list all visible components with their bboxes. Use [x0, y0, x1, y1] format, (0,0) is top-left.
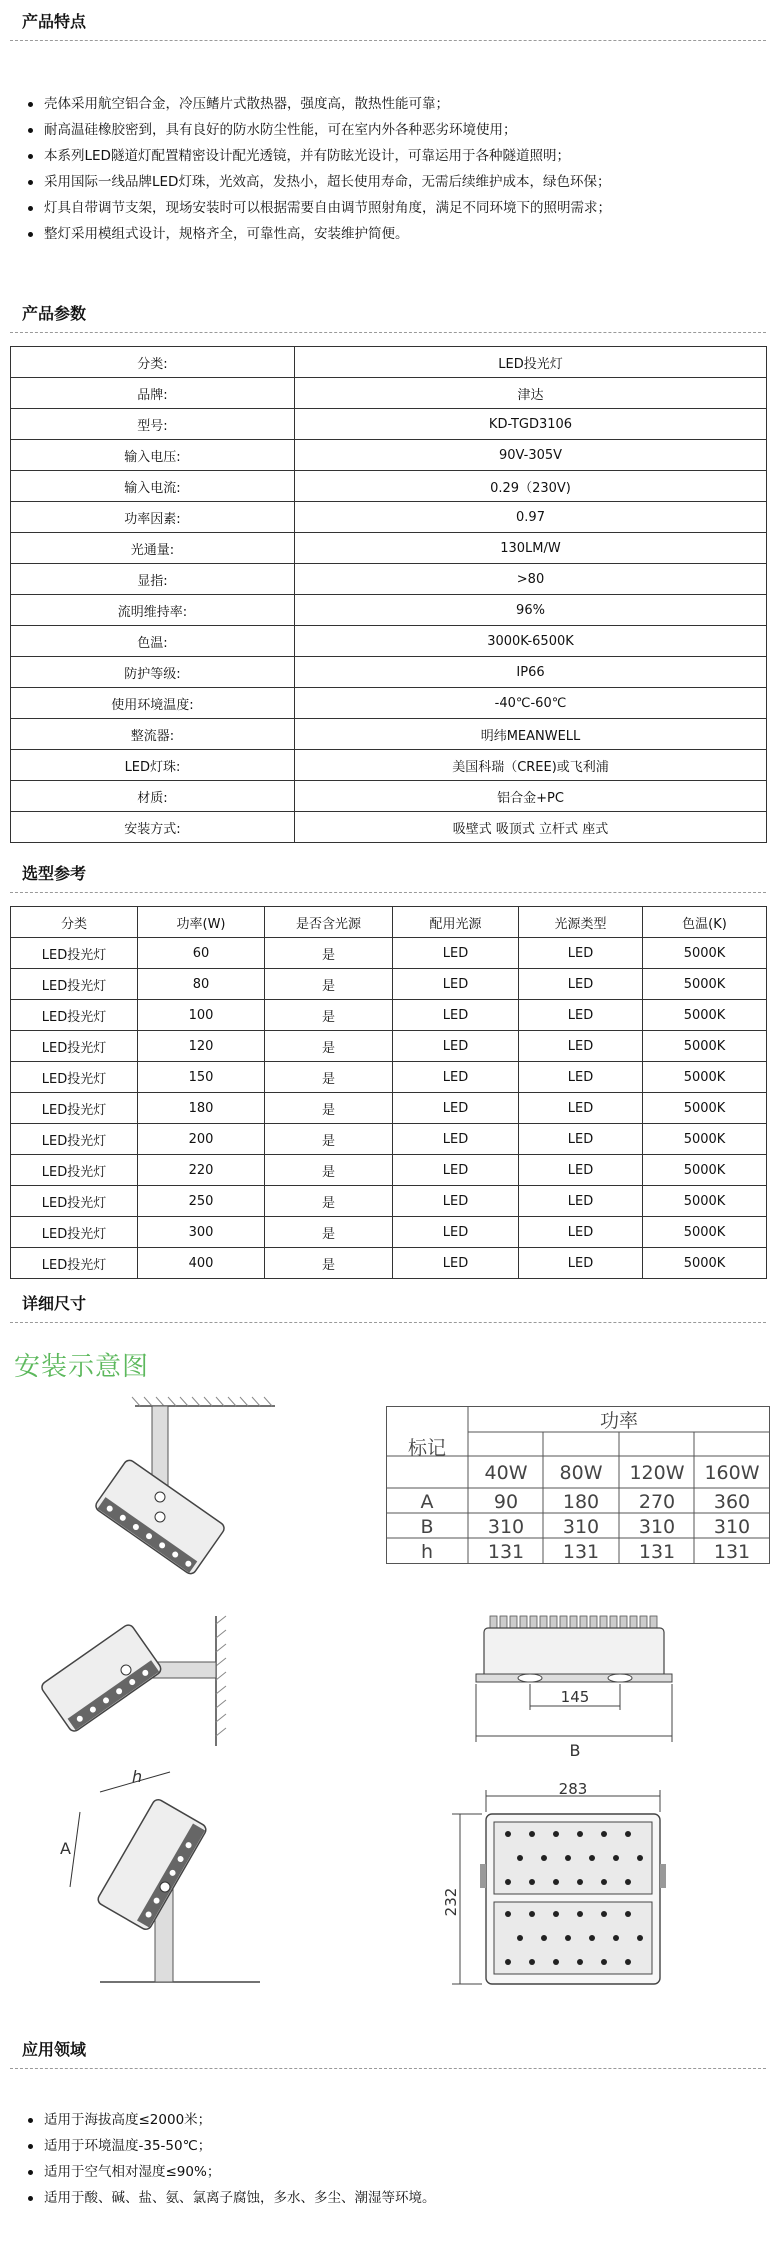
table-cell: LED投光灯 — [11, 1062, 138, 1093]
dim-table-power: 120W — [629, 1462, 685, 1484]
table-cell: LED投光灯 — [11, 969, 138, 1000]
table-cell: 5000K — [643, 1217, 767, 1248]
install-diagram-title — [14, 1346, 164, 1382]
dim-table-mark: B — [420, 1516, 434, 1538]
table-cell: LED — [393, 1155, 519, 1186]
pole-lamp-body — [96, 1798, 208, 1932]
dim-table-power: 80W — [559, 1462, 603, 1484]
selection-table — [10, 906, 767, 1279]
dimension-table — [386, 1406, 770, 1564]
param-value: 明纬MEANWELL — [295, 719, 767, 750]
dim-table-cell: 310 — [638, 1516, 676, 1538]
table-cell: LED投光灯 — [11, 1031, 138, 1062]
table-cell: LED — [519, 1155, 643, 1186]
table-row — [11, 1217, 767, 1248]
table-cell: 是 — [265, 1248, 393, 1279]
dim-table-cell: 131 — [713, 1541, 751, 1563]
table-row — [11, 938, 767, 969]
param-label: 使用环境温度: — [11, 688, 295, 719]
params-row — [11, 409, 767, 440]
param-value: LED投光灯 — [295, 347, 767, 378]
dim-h-label: h — [132, 1767, 143, 1786]
param-label: 材质: — [11, 781, 295, 812]
param-label: 分类: — [11, 347, 295, 378]
param-value: 津达 — [295, 378, 767, 409]
ceiling-line — [132, 1397, 275, 1406]
dim-145-label: 145 — [560, 1688, 590, 1706]
table-cell: LED投光灯 — [11, 1248, 138, 1279]
table-cell: 180 — [138, 1093, 265, 1124]
application-list — [28, 2107, 436, 2211]
table-cell: LED — [393, 1093, 519, 1124]
table-row — [11, 1000, 767, 1031]
dim-283-label: 283 — [558, 1780, 588, 1798]
params-row — [11, 595, 767, 626]
params-title: 产品参数 — [22, 304, 87, 323]
application-item: 适用于酸、碱、盐、氨、氯离子腐蚀，多水、多尘、潮湿等环境。 — [28, 2185, 436, 2211]
table-cell: 是 — [265, 1124, 393, 1155]
table-cell: LED — [519, 1000, 643, 1031]
table-cell: LED — [393, 1031, 519, 1062]
table-cell: 5000K — [643, 1248, 767, 1279]
table-cell: 5000K — [643, 1000, 767, 1031]
side-view-bracket — [476, 1674, 672, 1682]
table-row — [11, 1248, 767, 1279]
param-label: 型号: — [11, 409, 295, 440]
table-cell: 220 — [138, 1155, 265, 1186]
table-cell: 是 — [265, 938, 393, 969]
table-cell: LED — [393, 1124, 519, 1155]
dim-a-label: A — [60, 1839, 71, 1858]
params-row — [11, 471, 767, 502]
dim-table-cell: 310 — [562, 1516, 600, 1538]
dim-table-cell: 131 — [638, 1541, 676, 1563]
table-cell: 100 — [138, 1000, 265, 1031]
params-row — [11, 533, 767, 564]
table-cell: 是 — [265, 1186, 393, 1217]
table-cell: LED投光灯 — [11, 1000, 138, 1031]
param-value: 铝合金+PC — [295, 781, 767, 812]
table-cell: LED — [519, 1217, 643, 1248]
selection-column-header: 是否含光源 — [265, 907, 393, 938]
table-cell: 是 — [265, 1000, 393, 1031]
param-value: 130LM/W — [295, 533, 767, 564]
table-cell: LED — [519, 1031, 643, 1062]
dim-table-corner: 标记 — [407, 1437, 447, 1459]
table-cell: LED — [519, 938, 643, 969]
table-cell: 150 — [138, 1062, 265, 1093]
table-cell: 5000K — [643, 938, 767, 969]
table-cell: LED — [393, 1062, 519, 1093]
table-cell: 80 — [138, 969, 265, 1000]
dim-b-label: B — [569, 1741, 581, 1760]
table-cell: LED投光灯 — [11, 1217, 138, 1248]
params-row — [11, 781, 767, 812]
bracket-slot — [608, 1674, 632, 1682]
feature-item: 灯具自带调节支架，现场安装时可以根据需要自由调节照射角度，满足不同环境下的照明需求； — [28, 195, 611, 221]
application-item: 适用于环境温度-35-50℃； — [28, 2133, 436, 2159]
table-cell: 是 — [265, 1155, 393, 1186]
params-row — [11, 719, 767, 750]
dimensions-header — [10, 1282, 766, 1323]
table-cell: 250 — [138, 1186, 265, 1217]
params-row — [11, 564, 767, 595]
table-row — [11, 1031, 767, 1062]
params-header — [10, 292, 766, 333]
table-row — [11, 1186, 767, 1217]
table-cell: LED投光灯 — [11, 938, 138, 969]
selection-column-header: 功率(W) — [138, 907, 265, 938]
table-row — [11, 1124, 767, 1155]
table-cell: LED投光灯 — [11, 1093, 138, 1124]
param-label: LED灯珠: — [11, 750, 295, 781]
param-label: 流明维持率: — [11, 595, 295, 626]
table-row — [11, 1093, 767, 1124]
application-header — [10, 2028, 766, 2069]
table-cell: 5000K — [643, 1155, 767, 1186]
selection-column-header: 配用光源 — [393, 907, 519, 938]
table-cell: LED投光灯 — [11, 1124, 138, 1155]
param-value: -40℃-60℃ — [295, 688, 767, 719]
dim-table-cell: 180 — [562, 1491, 600, 1513]
feature-item: 本系列LED隧道灯配置精密设计配光透镜，并有防眩光设计，可靠运用于各种隧道照明； — [28, 143, 611, 169]
table-cell: 200 — [138, 1124, 265, 1155]
table-cell: LED — [393, 1217, 519, 1248]
dim-table-cell: 360 — [713, 1491, 751, 1513]
dim-232-label: 232 — [442, 1887, 460, 1917]
table-cell: 120 — [138, 1031, 265, 1062]
selection-header-row — [11, 907, 767, 938]
table-cell: 5000K — [643, 1031, 767, 1062]
table-cell: 是 — [265, 1217, 393, 1248]
table-cell: LED — [519, 1124, 643, 1155]
params-row — [11, 440, 767, 471]
params-row — [11, 657, 767, 688]
dim-table-cell: 310 — [487, 1516, 525, 1538]
param-label: 色温: — [11, 626, 295, 657]
selection-header — [10, 852, 766, 893]
table-cell: LED — [393, 938, 519, 969]
install-title: 安装示意图 — [14, 1352, 150, 1382]
table-cell: 5000K — [643, 1124, 767, 1155]
top-view-handle — [480, 1864, 486, 1888]
table-cell: LED — [519, 1186, 643, 1217]
features-header — [10, 0, 766, 41]
feature-item: 耐高温硅橡胶密到，具有良好的防水防尘性能，可在室内外各种恶劣环境使用； — [28, 117, 611, 143]
params-row — [11, 378, 767, 409]
table-cell: LED — [393, 1000, 519, 1031]
param-label: 功率因素: — [11, 502, 295, 533]
param-label: 输入电压: — [11, 440, 295, 471]
dimensions-title: 详细尺寸 — [22, 1294, 87, 1313]
table-cell: 是 — [265, 969, 393, 1000]
side-view-body — [484, 1628, 664, 1678]
table-cell: 是 — [265, 1031, 393, 1062]
table-cell: 5000K — [643, 1062, 767, 1093]
param-value: 90V-305V — [295, 440, 767, 471]
table-cell: 是 — [265, 1093, 393, 1124]
table-cell: LED — [519, 969, 643, 1000]
table-cell: 5000K — [643, 969, 767, 1000]
wall-mount-drawing — [36, 1616, 246, 1756]
dim-table-cell: 131 — [487, 1541, 525, 1563]
table-cell: LED — [393, 969, 519, 1000]
dim-table-cell: 90 — [493, 1491, 519, 1513]
feature-item: 整灯采用模组式设计，规格齐全，可靠性高，安装维护简便。 — [28, 221, 611, 247]
table-cell: LED — [393, 1248, 519, 1279]
params-row — [11, 626, 767, 657]
ceiling-mount-drawing — [80, 1392, 280, 1612]
param-label: 整流器: — [11, 719, 295, 750]
table-cell: 60 — [138, 938, 265, 969]
dim-table-mark: h — [420, 1541, 434, 1563]
table-row — [11, 1062, 767, 1093]
selection-column-header: 色温(K) — [643, 907, 767, 938]
table-cell: LED — [519, 1062, 643, 1093]
table-row — [11, 1155, 767, 1186]
table-cell: LED — [393, 1186, 519, 1217]
table-cell: 5000K — [643, 1093, 767, 1124]
param-value: 96% — [295, 595, 767, 626]
param-value: 美国科瑞（CREE)或飞利浦 — [295, 750, 767, 781]
table-cell: 5000K — [643, 1186, 767, 1217]
params-row — [11, 688, 767, 719]
param-label: 显指: — [11, 564, 295, 595]
feature-item: 采用国际一线品牌LED灯珠，光效高，发热小，超长使用寿命，无需后续维护成本，绿色环保； — [28, 169, 611, 195]
table-row — [11, 969, 767, 1000]
wall-lamp-body — [40, 1623, 163, 1734]
top-view-handle — [660, 1864, 666, 1888]
params-row — [11, 750, 767, 781]
table-cell: LED投光灯 — [11, 1155, 138, 1186]
top-view-drawing — [442, 1780, 696, 1994]
wall-line — [216, 1616, 226, 1746]
param-value: IP66 — [295, 657, 767, 688]
params-table — [10, 346, 767, 843]
heatsink-fins — [490, 1616, 657, 1628]
dim-table-group: 功率 — [599, 1410, 639, 1432]
table-cell: LED — [519, 1248, 643, 1279]
table-cell: 是 — [265, 1062, 393, 1093]
dim-table-mark: A — [420, 1491, 434, 1513]
dim-table-cell: 131 — [562, 1541, 600, 1563]
bracket-slot — [518, 1674, 542, 1682]
param-label: 光通量: — [11, 533, 295, 564]
param-value: 0.97 — [295, 502, 767, 533]
table-cell: LED — [519, 1093, 643, 1124]
side-view-drawing — [470, 1614, 690, 1764]
dim-table-power: 40W — [484, 1462, 528, 1484]
selection-title: 选型参考 — [22, 864, 87, 883]
selection-column-header: 光源类型 — [519, 907, 643, 938]
feature-item: 壳体采用航空铝合金，冷压鳍片式散热器，强度高，散热性能可靠； — [28, 91, 611, 117]
param-label: 品牌: — [11, 378, 295, 409]
table-cell: 400 — [138, 1248, 265, 1279]
dim-a-line — [70, 1812, 80, 1887]
param-label: 安装方式: — [11, 812, 295, 843]
features-list — [28, 91, 611, 247]
params-row — [11, 812, 767, 843]
pole-mount-drawing — [60, 1767, 270, 1992]
table-cell: 300 — [138, 1217, 265, 1248]
dim-table-cell: 270 — [638, 1491, 676, 1513]
dim-table-cell: 310 — [713, 1516, 751, 1538]
application-item: 适用于海拔高度≤2000米； — [28, 2107, 436, 2133]
params-row — [11, 502, 767, 533]
features-title: 产品特点 — [22, 12, 87, 31]
application-title: 应用领域 — [22, 2040, 87, 2059]
param-value: 吸壁式 吸顶式 立杆式 座式 — [295, 812, 767, 843]
param-value: 0.29（230V) — [295, 471, 767, 502]
dim-table-power: 160W — [704, 1462, 760, 1484]
selection-column-header: 分类 — [11, 907, 138, 938]
param-value: >80 — [295, 564, 767, 595]
param-value: KD-TGD3106 — [295, 409, 767, 440]
param-label: 防护等级: — [11, 657, 295, 688]
application-item: 适用于空气相对湿度≤90%； — [28, 2159, 436, 2185]
param-label: 输入电流: — [11, 471, 295, 502]
param-value: 3000K-6500K — [295, 626, 767, 657]
params-row — [11, 347, 767, 378]
table-cell: LED投光灯 — [11, 1186, 138, 1217]
